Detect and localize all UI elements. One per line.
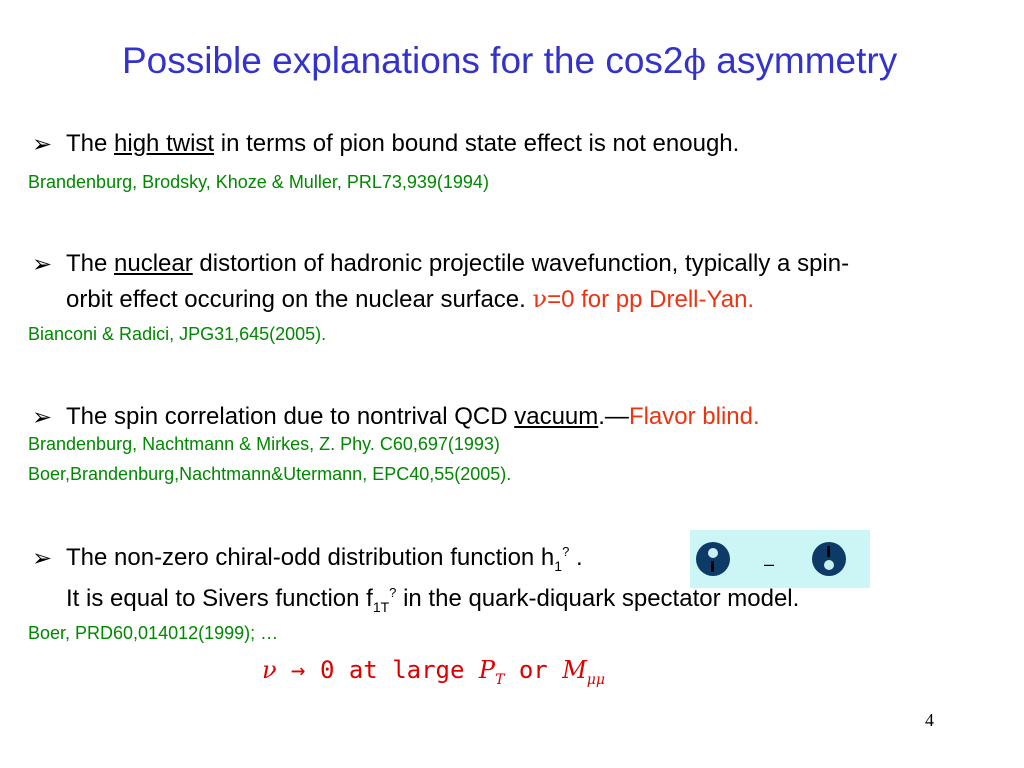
bullet-marker: ➢ (32, 251, 53, 278)
spin-arrow-icon (827, 546, 830, 557)
spin-arrow-icon (711, 561, 714, 572)
bullet-3-reference-2: Boer,Brandenburg,Nachtmann&Utermann, EPC40,55(2005). (28, 464, 512, 484)
quark-dot (824, 560, 834, 570)
summary-formula: ν → 0 at large $P_T$ or $M_{\mu\mu}$ (262, 656, 605, 688)
polarized-quark-icon (696, 542, 730, 576)
bullet-4-text-line2: It is equal to Sivers function $f_{1T}^?$ in the quark-diquark spectator model. (66, 585, 800, 615)
bullet-marker: ➢ (32, 404, 53, 431)
bullet-marker: ➢ (32, 545, 53, 572)
diagram-minus-sign: – (764, 554, 775, 574)
bullet-2-text-line2: orbit effect occuring on the nuclear surface. ν=0 for pp Drell-Yan. (66, 285, 755, 313)
bullet-2-reference: Bianconi & Radici, JPG31,645(2005). (28, 324, 327, 344)
bullet-3-text: The spin correlation due to nontrival QCD vacuum.—Flavor blind. (66, 403, 760, 430)
phi-symbol: ϕ (683, 42, 707, 81)
bullet-2-text: The nuclear distortion of hadronic projectile wavefunction, typically a spin- (66, 250, 850, 277)
polarized-quark-icon-2 (812, 542, 846, 576)
quark-dot (708, 548, 718, 558)
bullet-1-text: The high twist in terms of pion bound state effect is not enough. (66, 130, 740, 157)
bullet-3-reference-1: Brandenburg, Nachtmann & Mirkes, Z. Phy. C60,697(1993) (28, 434, 500, 454)
spin-diagram-panel (690, 530, 870, 588)
bullet-marker: ➢ (32, 131, 53, 158)
page-number: 4 (925, 710, 934, 730)
slide-title: Possible explanations for the cos2ϕ asymmetry (122, 40, 898, 81)
bullet-4-text: The non-zero chiral-odd distribution function $h_1^?$ . (66, 544, 583, 574)
bullet-1-reference: Brandenburg, Brodsky, Khoze & Muller, PRL73,939(1994) (28, 172, 489, 192)
bullet-4-reference: Boer, PRD60,014012(1999); … (28, 623, 279, 643)
